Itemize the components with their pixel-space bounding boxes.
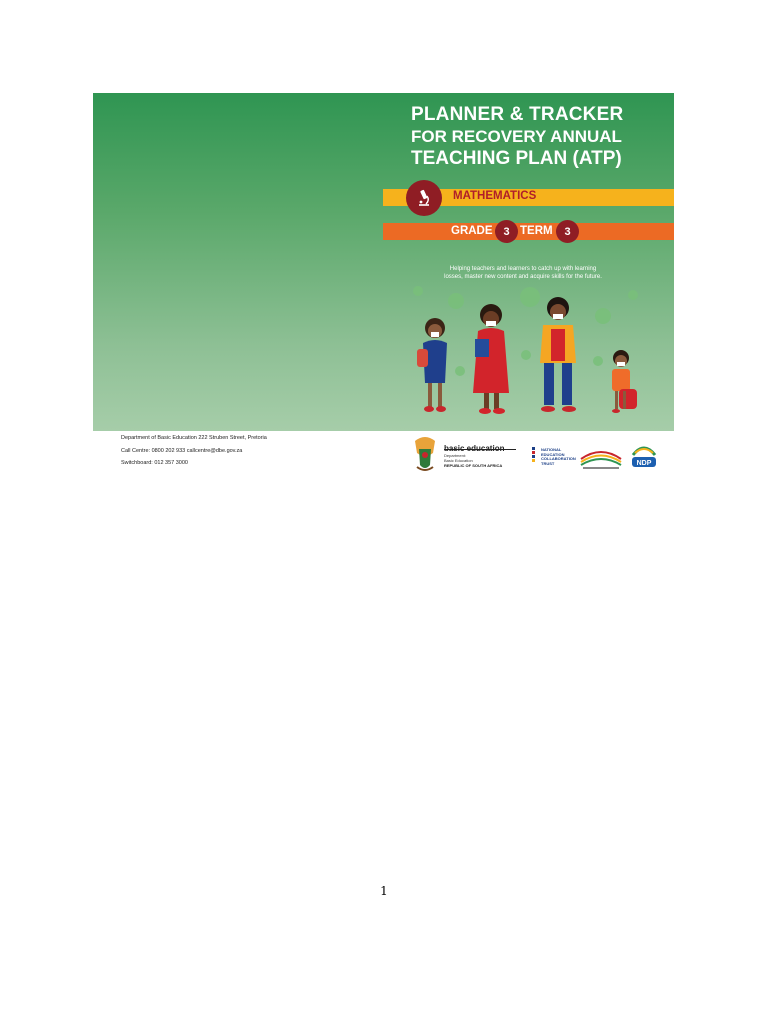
dbe-sub1: Department:	[444, 453, 467, 458]
dbe-country: REPUBLIC OF SOUTH AFRICA	[444, 463, 503, 468]
term-label: TERM	[520, 225, 553, 237]
child-figure-4	[612, 350, 637, 413]
subject-label: MATHEMATICS	[453, 190, 537, 202]
grade-band	[383, 223, 674, 240]
svg-text:NDP: NDP	[636, 460, 652, 467]
page-number: 1	[380, 884, 388, 898]
footer-switchboard: Switchboard: 012 357 3000	[121, 460, 188, 466]
child-figure-1	[417, 318, 447, 412]
cover-title-line3: TEACHING PLAN (ATP)	[411, 148, 622, 169]
tagline-line2: losses, master new content and acquire skills for the future.	[444, 274, 602, 280]
nect-line4: TRUST	[541, 460, 555, 466]
cover-page	[93, 93, 674, 478]
cover-artwork	[93, 93, 674, 431]
nect-logo	[532, 447, 535, 462]
ndp-logo	[632, 448, 656, 467]
coat-of-arms-logo	[415, 437, 435, 470]
tagline-line1: Helping teachers and learners to catch up with learning	[449, 266, 597, 272]
nect-name	[541, 448, 576, 466]
footer-address: Department of Basic Education 222 Struben Street, Pretoria	[121, 435, 267, 441]
nect-line3: COLLABORATION	[541, 456, 576, 461]
nect-line2: EDUCATION	[541, 451, 565, 457]
grade-value: 3	[495, 220, 518, 243]
footer-call-centre: Call Centre: 0800 202 933 callcentre@dbe.gov.za	[121, 448, 243, 454]
dbe-subtitle	[444, 454, 473, 463]
term-value: 3	[556, 220, 579, 243]
children-illustration	[393, 273, 653, 431]
microscope-icon	[406, 180, 442, 216]
cover-footer	[93, 431, 674, 478]
read-to-lead-logo	[581, 452, 621, 469]
child-figure-2	[473, 304, 509, 414]
nect-line1: NATIONAL	[541, 447, 562, 452]
virus-icon	[413, 286, 638, 376]
grade-label: GRADE	[451, 225, 493, 237]
cover-title-line1: PLANNER & TRACKER	[411, 104, 624, 125]
dbe-name: basic education	[444, 444, 505, 453]
dbe-sub2: Basic Education	[444, 457, 473, 463]
cover-title-line2: FOR RECOVERY ANNUAL	[411, 127, 622, 146]
child-figure-3	[540, 297, 576, 412]
